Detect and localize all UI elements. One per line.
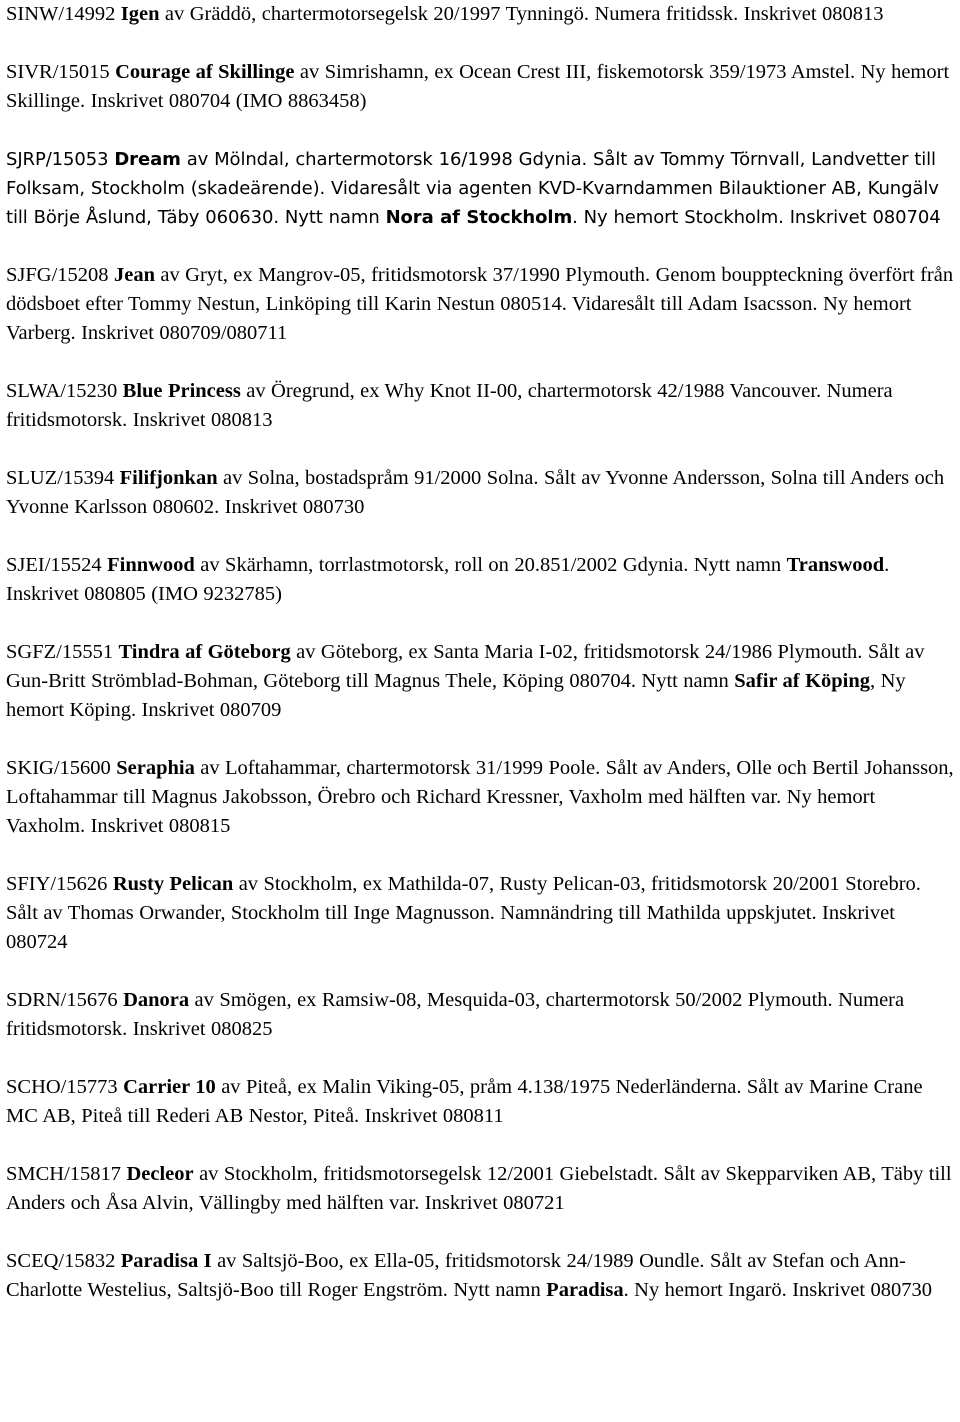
entry-text: av Öregrund, ex Why Knot II-00, chartermotorsk 42/1988 Vancouver. Numera fritidsmotorsk. Inskrivet 080813 (6, 380, 893, 431)
register-entry (6, 0, 956, 29)
entry-text: av Mölndal, chartermotorsk 16/1998 Gdynia. Sålt av Tommy Törnvall, Landvetter till Folksam, Stockholm (skadeärende). Vidaresålt via agenten KVD-Kvarndammen Bilauktioner AB, Kungälv till Börje Åslund, Täby 060630. Nytt namn (6, 149, 939, 228)
entry-text: SFIY/15626 (6, 873, 113, 895)
entry-text: av Smögen, ex Ramsiw-08, Mesquida-03, chartermotorsk 50/2002 Plymouth. Numera fritidsmotorsk. Inskrivet 080825 (6, 989, 905, 1040)
entry-text: SKIG/15600 (6, 757, 117, 779)
entry-text: . Ny hemort Ingarö. Inskrivet 080730 (623, 1279, 932, 1301)
vessel-name: Rusty Pelican (112, 873, 234, 895)
vessel-name: Courage af Skillinge (115, 61, 295, 83)
vessel-name: Jean (113, 264, 155, 286)
entry-text: . Ny hemort Stockholm. Inskrivet 080704 (572, 207, 941, 228)
entry-text: SIVR/15015 (6, 61, 116, 83)
entry-text: SJRP/15053 (6, 149, 115, 170)
entry-text: av Solna, bostadspråm 91/2000 Solna. Sålt av Yvonne Andersson, Solna till Anders och Yvonne Karlsson 080602. Inskrivet 080730 (6, 467, 945, 518)
entry-text: av Piteå, ex Malin Viking-05, pråm 4.138/1975 Nederländerna. Sålt av Marine Crane MC AB, Piteå till Rederi AB Nestor, Piteå. Inskrivet 080811 (6, 1076, 923, 1127)
vessel-name: Seraphia (116, 757, 195, 779)
entry-text: , Ny hemort Köping. Inskrivet 080709 (6, 670, 906, 721)
entry-text: SCHO/15773 (6, 1076, 124, 1098)
vessel-name: Decleor (126, 1163, 194, 1185)
vessel-name: Danora (123, 989, 190, 1011)
vessel-name: Carrier 10 (123, 1076, 216, 1098)
vessel-name: Nora af Stockholm (385, 207, 573, 228)
register-entry (6, 58, 956, 116)
entry-text: av Stockholm, fritidsmotorsegelsk 12/2001 Giebelstadt. Sålt av Skepparviken AB, Täby till Anders och Åsa Alvin, Vällingby med hälften var. Inskrivet 080721 (6, 1163, 952, 1214)
register-entry (6, 377, 956, 435)
register-entry (6, 870, 956, 957)
entry-text: av Gräddö, chartermotorsegelsk 20/1997 Tynningö. Numera fritidssk. Inskrivet 080813 (159, 3, 884, 25)
entry-text: av Skärhamn, torrlastmotorsk, roll on 20.851/2002 Gdynia. Nytt namn (194, 554, 787, 576)
vessel-name: Safir af Köping (734, 670, 871, 692)
entry-text: SGFZ/15551 (6, 641, 119, 663)
vessel-name: Transwood (786, 554, 885, 576)
entry-text: SJFG/15208 (6, 264, 114, 286)
register-entry (6, 551, 956, 609)
vessel-name: Paradisa I (120, 1250, 212, 1272)
vessel-name: Filifjonkan (119, 467, 218, 489)
entry-text: av Stockholm, ex Mathilda-07, Rusty Pelican-03, fritidsmotorsk 20/2001 Storebro. Sålt av Thomas Orwander, Stockholm till Inge Magnusson. Namnändring till Mathilda uppskjutet. Inskrivet 080724 (6, 873, 921, 953)
register-entry (6, 1073, 956, 1131)
entry-text: SINW/14992 (6, 3, 121, 25)
ship-register-document (6, 0, 956, 1334)
register-entry (6, 638, 956, 725)
entry-text: av Simrishamn, ex Ocean Crest III, fiskemotorsk 359/1973 Amstel. Ny hemort Skillinge. Inskrivet 080704 (IMO 8863458) (6, 61, 950, 112)
vessel-name: Blue Princess (122, 380, 241, 402)
entry-text: SDRN/15676 (6, 989, 124, 1011)
register-entry (6, 1247, 956, 1305)
entry-text: SMCH/15817 (6, 1163, 127, 1185)
vessel-name: Finnwood (107, 554, 195, 576)
register-entry (6, 754, 956, 841)
register-entry (6, 145, 956, 232)
entry-text: av Loftahammar, chartermotorsk 31/1999 Poole. Sålt av Anders, Olle och Bertil Johansson, Loftahammar till Magnus Jakobsson, Örebro och Richard Kressner, Vaxholm med hälften var. Ny hemort Vaxholm. Inskrivet 080815 (6, 757, 954, 837)
vessel-name: Dream (114, 149, 181, 170)
entry-text: av Saltsjö-Boo, ex Ella-05, fritidsmotorsk 24/1989 Oundle. Sålt av Stefan och Ann-Charlotte Westelius, Saltsjö-Boo till Roger Engström. Nytt namn (6, 1250, 906, 1301)
entry-text: . Inskrivet 080805 (IMO 9232785) (6, 554, 890, 605)
entry-text: SJEI/15524 (6, 554, 108, 576)
register-entry (6, 1160, 956, 1218)
entry-text: SCEQ/15832 (6, 1250, 121, 1272)
vessel-name: Igen (120, 3, 160, 25)
register-entry (6, 464, 956, 522)
vessel-name: Paradisa (546, 1279, 624, 1301)
entry-text: SLWA/15230 (6, 380, 123, 402)
entry-text: av Gryt, ex Mangrov-05, fritidsmotorsk 37/1990 Plymouth. Genom bouppteckning överfört från dödsboet efter Tommy Nestun, Linköping till Karin Nestun 080514. Vidaresålt till Adam Isacsson. Ny hemort Varberg. Inskrivet 080709/080711 (6, 264, 954, 344)
vessel-name: Tindra af Göteborg (118, 641, 291, 663)
entry-text: SLUZ/15394 (6, 467, 120, 489)
entry-text: av Göteborg, ex Santa Maria I-02, fritidsmotorsk 24/1986 Plymouth. Sålt av Gun-Britt Strömblad-Bohman, Göteborg till Magnus Thele, Köping 080704. Nytt namn (6, 641, 925, 692)
register-entry (6, 986, 956, 1044)
register-entry (6, 261, 956, 348)
